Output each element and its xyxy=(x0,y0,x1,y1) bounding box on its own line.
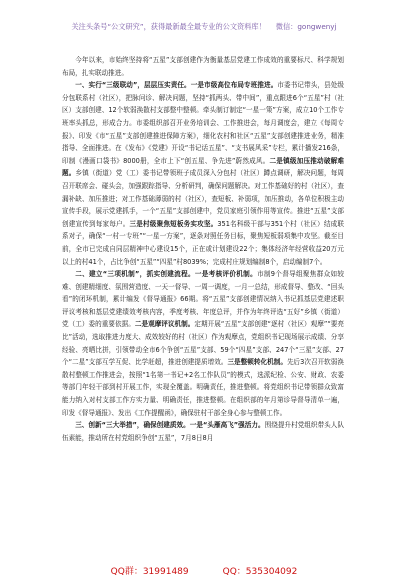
paragraph-lead: 三、创新“三大举措”，确保创建质效。一是“头雁高飞”强活力。 xyxy=(75,421,265,430)
paragraph-text: 351名科级干部与351个村（社区）结成联系对子，确保“一村一专班”“一星一方案”，逐条对照任务目标，聚焦短板弱项集中攻坚。截至目前，全市已完成自同层精神中心建设15个，正在或计划建设22个；集体经济年经营收益20万元以上的村41个，占比争创“五星”“四星”村8039%；完成村庄规划编制8个，启动编制7个。 xyxy=(62,219,345,266)
paragraph-section-2 xyxy=(62,268,344,419)
document-body xyxy=(62,54,344,444)
page-header xyxy=(0,22,408,32)
paragraph-lead: 二是观摩评议机制。 xyxy=(134,320,195,329)
paragraph-lead: 三是整顿转化机制。 xyxy=(227,358,287,367)
paragraph-text: 乡镇（街道）党（工）委书记带领班子成员深入分包村（社区）蹲点调研，解决问题，每周召开联席会、碰头会，加强跟踪指导、分析研判，确保问题解决。对工作基础好的村（社区），查漏补缺、加压推进；对工作基础薄弱的村（社区），查短板、补弱项，加压推动，各单位积极主动宣传手段，展示党建抓手，一个“五星”支部创建中，党员家庭引领作用等宣传。推进“五星”支部创建宣传到每家每户。 xyxy=(62,169,345,228)
paragraph-lead: 二是镇级加压推动破解难题。 xyxy=(62,156,344,178)
paragraph-section-3 xyxy=(62,419,344,444)
paragraph-text: 先后3次召开软弱涣散村整顿工作推进会，按照“1名第一书记+2名工作队员”的模式，选派纪检、公安、财政、农委等部门年轻干部到村开展工作，实现全覆盖。明确责任，推进整顿。将党组织书记带领群众致富能力纳入对村支部工作方实力量、明确责任，推进整顿。在组织部的年月第诊导督导清单一遍，印发《督导通报》、发出《工作提醒函》，确保驻村干部全身心参与整顿工作。 xyxy=(62,358,344,417)
paragraph-text: 围绕提升村党组织带头人队伍素能，推动所在村党组织争创“五星”，7月8日8月 xyxy=(62,421,344,442)
header-promo-text: 关注头条号“公文研究”，获得最新最全最专业的公文资料库！ xyxy=(71,22,266,31)
paragraph-text: 市委书记带头，县处级分包联系村（社区），把脉问诊、解决问题，坚持“抓两头、带中间”，重点跟进6个“五星”村（社区）支部创建、12个软弱涣散村支部整中整顿。牵头制订制定“一星一策”方案，成立10个工作专班率头抓总，形成合力。市委组织部召开业务培训会、工作推进会，每月调度会，建立《每周专报》、印发《市“五星”支部创建推进保障方案》，细化农村和社区“五星”支部创建推进业务，精准指导、全面推进。在《发布》《党建》开设“书记话五星”、“支书展风采”专栏，累计播发216条，印制《漫画口袋书》8000册，全市上下“创五星、争先进”蔚然成风。 xyxy=(62,81,344,165)
paragraph-lead: 三是村级聚焦短板务实攻坚。 xyxy=(129,219,218,228)
paragraph-text: 市制9个督导组聚焦群众如较难、创建精细度、氛围营造度、一天一督导、一周一调度，一月一总结，形成督导、整改、“回头看”的闭环机制，累计编发《督导通报》66期。将“五星”支部创建情况纳入书记抓基层党建述职评议考核和基层党建绩效考核内容，季度考核、年度总评，并作为年终评选“五好”乡镇（街道）党（工）委的重要依据。 xyxy=(62,270,344,329)
paragraph-section-1-a xyxy=(62,79,344,268)
paragraph-text: 今年以来，市始终坚持将“五星”支部创建作为衡量基层党建工作成效的重要标尺、科学规划布局，扎实联动推进。 xyxy=(62,56,344,77)
footer-qq-number: QQ：535304092 xyxy=(222,567,298,577)
footer-qq-group: QQ群：31991489 xyxy=(110,567,189,577)
paragraph-intro xyxy=(62,54,344,79)
header-wechat-id: gongwenyj xyxy=(297,22,337,31)
header-wechat-label: 微信： xyxy=(275,22,298,31)
paragraph-text: 定期开展“五星”支部创建“逐村（社区）观摩”“要亮比”活动，选取推进力度大、成效较好的村（社区）作为观摩点，党组织书记现场展示成绩、分享经验、亮晒比拼，引领带动全市6个争创“五星”支部、59个“四星”支部、247个“三星”支部、27个“二星”支部互学互促、比学赶超，推进创建提质增效。 xyxy=(62,320,344,367)
paragraph-lead: 一、实行“三级联动”，层层压实责任。一是市级高位布局专班推进。 xyxy=(75,81,278,90)
paragraph-lead: 二、建立“三项机制”，抓实创建流程。一是考核评价机制。 xyxy=(75,270,257,279)
page-footer xyxy=(0,564,408,577)
